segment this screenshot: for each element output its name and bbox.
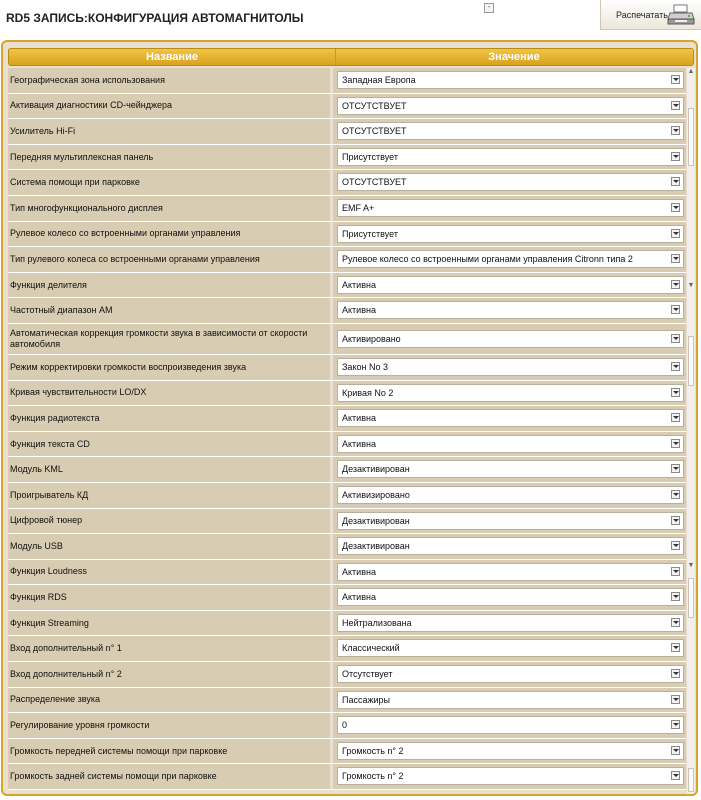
value-select-text: Дезактивирован	[342, 515, 410, 526]
value-select-text: Активна	[342, 279, 376, 290]
dropdown-arrow-icon[interactable]	[671, 305, 680, 314]
table-row	[8, 406, 686, 432]
parameter-name: Функция Loudness	[8, 560, 330, 585]
parameter-name: Активация диагностики CD-чейнджера	[8, 94, 330, 119]
value-select[interactable]	[337, 199, 684, 217]
value-select-text: ОТСУТСТВУЕТ	[342, 100, 407, 111]
value-select[interactable]	[337, 691, 684, 709]
dropdown-arrow-icon[interactable]	[671, 413, 680, 422]
scroll-thumb[interactable]	[688, 336, 694, 386]
dropdown-arrow-icon[interactable]	[671, 516, 680, 525]
value-select-text: Классический	[342, 643, 400, 654]
top-bar	[0, 0, 701, 34]
table-row	[8, 509, 686, 535]
value-select-text: Присутствует	[342, 228, 398, 239]
dropdown-arrow-icon[interactable]	[671, 362, 680, 371]
table-row	[8, 247, 686, 273]
parameter-name: Цифровой тюнер	[8, 509, 330, 534]
dropdown-arrow-icon[interactable]	[671, 75, 680, 84]
table-row	[8, 764, 686, 790]
value-select-text: Нейтрализована	[342, 617, 412, 628]
scroll-down-icon[interactable]: ▼	[687, 282, 695, 289]
value-select-text: Присутствует	[342, 151, 398, 162]
value-select[interactable]	[337, 225, 684, 243]
value-select-text: Дезактивирован	[342, 464, 410, 475]
value-select[interactable]	[337, 435, 684, 453]
parameter-name: Тип рулевого колеса со встроенными органами управления	[8, 247, 330, 272]
value-select-text: Отсутствует	[342, 669, 393, 680]
value-select-text: Активировано	[342, 333, 401, 344]
table-header	[8, 48, 694, 66]
parameter-value-cell	[333, 406, 686, 431]
parameter-name: Вход дополнительный n° 1	[8, 636, 330, 661]
parameter-value-cell	[333, 534, 686, 559]
table-row	[8, 381, 686, 407]
parameter-name: Вход дополнительный n° 2	[8, 662, 330, 687]
value-select[interactable]	[337, 716, 684, 734]
parameter-value-cell	[333, 457, 686, 482]
header-value: Значение	[488, 51, 540, 63]
value-select[interactable]	[337, 563, 684, 581]
parameter-value-cell	[333, 483, 686, 508]
dropdown-arrow-icon[interactable]	[671, 746, 680, 755]
dropdown-arrow-icon[interactable]	[671, 101, 680, 110]
table-row	[8, 432, 686, 458]
parameter-value-cell	[333, 636, 686, 661]
table-row	[8, 688, 686, 714]
value-select-text: Закон No 3	[342, 361, 388, 372]
parameter-name: Модуль USB	[8, 534, 330, 559]
parameter-value-cell	[333, 662, 686, 687]
scroll-thumb[interactable]	[688, 578, 694, 618]
table-row	[8, 662, 686, 688]
table-row	[8, 713, 686, 739]
value-select[interactable]	[337, 384, 684, 402]
dropdown-arrow-icon[interactable]	[671, 771, 680, 780]
parameter-value-cell	[333, 713, 686, 738]
parameter-value-cell	[333, 585, 686, 610]
parameter-value-cell	[333, 222, 686, 247]
value-select-text: Активна	[342, 566, 376, 577]
value-select[interactable]	[337, 301, 684, 319]
value-select-text: Рулевое колесо со встроенными органами управления Citronn типа 2	[342, 254, 633, 265]
value-select-text: Западная Европа	[342, 75, 416, 85]
value-select[interactable]	[337, 409, 684, 427]
dropdown-arrow-icon[interactable]	[671, 643, 680, 652]
value-select-text: Активна	[342, 592, 376, 603]
parameter-name: Проигрыватель КД	[8, 483, 330, 508]
parameter-name: Функция Streaming	[8, 611, 330, 636]
value-select[interactable]	[337, 173, 684, 191]
parameter-name: Громкость передней системы помощи при парковке	[8, 739, 330, 764]
dropdown-arrow-icon[interactable]	[671, 541, 680, 550]
page-title: RD5 ЗАПИСЬ:КОНФИГУРАЦИЯ АВТОМАГНИТОЛЫ	[6, 11, 304, 25]
scroll-down-icon[interactable]: ▼	[687, 562, 695, 569]
scrollbar[interactable]	[687, 68, 695, 794]
scroll-up-icon[interactable]: ▲	[687, 68, 695, 75]
parameter-value-cell	[333, 273, 686, 298]
parameter-value-cell	[333, 432, 686, 457]
value-select[interactable]	[337, 358, 684, 376]
dropdown-arrow-icon[interactable]	[671, 720, 680, 729]
dropdown-arrow-icon[interactable]	[671, 388, 680, 397]
dropdown-arrow-icon[interactable]	[671, 669, 680, 678]
parameter-value-cell	[333, 170, 686, 195]
dropdown-arrow-icon[interactable]	[671, 567, 680, 576]
value-select[interactable]	[337, 486, 684, 504]
table-row	[8, 560, 686, 586]
parameter-value-cell	[333, 145, 686, 170]
table-row	[8, 483, 686, 509]
value-select[interactable]	[337, 276, 684, 294]
parameter-value-cell	[333, 298, 686, 323]
value-select[interactable]	[337, 537, 684, 555]
parameter-name: Передняя мультиплексная панель	[8, 145, 330, 170]
table-row	[8, 298, 686, 324]
value-select[interactable]	[337, 330, 684, 348]
table-row	[8, 222, 686, 248]
value-select[interactable]	[337, 97, 684, 115]
printer-icon	[667, 4, 695, 26]
collapse-button[interactable]: -	[484, 3, 494, 13]
table-row	[8, 636, 686, 662]
value-select-text: Кривая No 2	[342, 387, 394, 398]
dropdown-arrow-icon[interactable]	[671, 334, 680, 343]
dropdown-arrow-icon[interactable]	[671, 464, 680, 473]
value-select-text: Громкость n° 2	[342, 771, 404, 782]
parameter-value-cell	[333, 611, 686, 636]
value-select[interactable]	[337, 148, 684, 166]
dropdown-arrow-icon[interactable]	[671, 254, 680, 263]
table-row	[8, 273, 686, 299]
parameter-name: Функция RDS	[8, 585, 330, 610]
value-select-text: Пассажиры	[342, 694, 391, 705]
parameter-name: Система помощи при парковке	[8, 170, 330, 195]
value-select-text: EMF A+	[342, 202, 375, 213]
table-row	[8, 170, 686, 196]
table-row	[8, 739, 686, 765]
parameter-value-cell	[333, 688, 686, 713]
value-select[interactable]	[337, 665, 684, 683]
dropdown-arrow-icon[interactable]	[671, 203, 680, 212]
value-select-text: Активна	[342, 438, 376, 449]
dropdown-arrow-icon[interactable]	[671, 152, 680, 161]
table-row	[8, 145, 686, 171]
parameter-value-cell	[333, 196, 686, 221]
table-row	[8, 119, 686, 145]
parameter-value-cell	[333, 764, 686, 789]
value-select[interactable]	[337, 460, 684, 478]
dropdown-arrow-icon[interactable]	[671, 618, 680, 627]
table-row	[8, 457, 686, 483]
value-select[interactable]	[337, 512, 684, 530]
dropdown-arrow-icon[interactable]	[671, 280, 680, 289]
parameter-value-cell	[333, 355, 686, 380]
value-select[interactable]	[337, 767, 684, 785]
value-select[interactable]	[337, 250, 684, 268]
value-select-text: Активна	[342, 413, 376, 424]
table-body	[8, 68, 686, 790]
value-select[interactable]	[337, 588, 684, 606]
scroll-thumb[interactable]	[688, 768, 694, 792]
parameter-name: Усилитель Hi-Fi	[8, 119, 330, 144]
parameter-name: Функция радиотекста	[8, 406, 330, 431]
parameter-value-cell	[333, 324, 686, 354]
table-row	[8, 611, 686, 637]
table-row	[8, 324, 686, 355]
parameter-name: Частотный диапазон AM	[8, 298, 330, 323]
table-row	[8, 196, 686, 222]
value-select-text: Активна	[342, 305, 376, 316]
table-row	[8, 355, 686, 381]
parameter-value-cell	[333, 247, 686, 272]
parameter-name: Тип многофункционального дисплея	[8, 196, 330, 221]
parameter-value-cell	[333, 739, 686, 764]
value-select-text: Громкость n° 2	[342, 745, 404, 756]
value-select[interactable]	[337, 614, 684, 632]
parameter-name: Географическая зона использования	[8, 68, 330, 93]
dropdown-arrow-icon[interactable]	[671, 177, 680, 186]
parameter-name: Функция делителя	[8, 273, 330, 298]
header-name: Название	[146, 51, 198, 63]
table-row	[8, 94, 686, 120]
table-row	[8, 585, 686, 611]
dropdown-arrow-icon[interactable]	[671, 229, 680, 238]
parameter-name: Модуль KML	[8, 457, 330, 482]
table-row	[8, 534, 686, 560]
value-select-text: ОТСУТСТВУЕТ	[342, 177, 407, 188]
dropdown-arrow-icon[interactable]	[671, 126, 680, 135]
parameter-value-cell	[333, 68, 686, 93]
value-select-text: Дезактивирован	[342, 541, 410, 552]
table-row	[8, 68, 686, 94]
parameter-name: Функция текста CD	[8, 432, 330, 457]
dropdown-arrow-icon[interactable]	[671, 592, 680, 601]
parameter-name: Кривая чувствительности LO/DX	[8, 381, 330, 406]
parameter-name: Рулевое колесо со встроенными органами управления	[8, 222, 330, 247]
parameter-name: Распределение звука	[8, 688, 330, 713]
dropdown-arrow-icon[interactable]	[671, 695, 680, 704]
print-button-label: Распечатать	[616, 10, 668, 20]
parameter-name: Режим корректировки громкости воспроизведения звука	[8, 355, 330, 380]
parameter-name: Регулирование уровня громкости	[8, 713, 330, 738]
parameter-value-cell	[333, 560, 686, 585]
dropdown-arrow-icon[interactable]	[671, 439, 680, 448]
value-select-text: Активизировано	[342, 489, 410, 500]
parameter-value-cell	[333, 119, 686, 144]
value-select[interactable]	[337, 742, 684, 760]
dropdown-arrow-icon[interactable]	[671, 490, 680, 499]
print-button[interactable]	[600, 0, 701, 30]
value-select-text: ОТСУТСТВУЕТ	[342, 126, 407, 137]
parameter-name: Громкость задней системы помощи при парковке	[8, 764, 330, 789]
value-select[interactable]	[337, 71, 684, 89]
value-select-text: 0	[342, 720, 348, 731]
parameter-value-cell	[333, 509, 686, 534]
config-panel	[1, 40, 698, 796]
parameter-value-cell	[333, 94, 686, 119]
parameter-name: Автоматическая коррекция громкости звука в зависимости от скорости автомобиля	[8, 324, 330, 354]
scroll-thumb[interactable]	[688, 108, 694, 166]
value-select[interactable]	[337, 122, 684, 140]
parameter-value-cell	[333, 381, 686, 406]
value-select[interactable]	[337, 639, 684, 657]
